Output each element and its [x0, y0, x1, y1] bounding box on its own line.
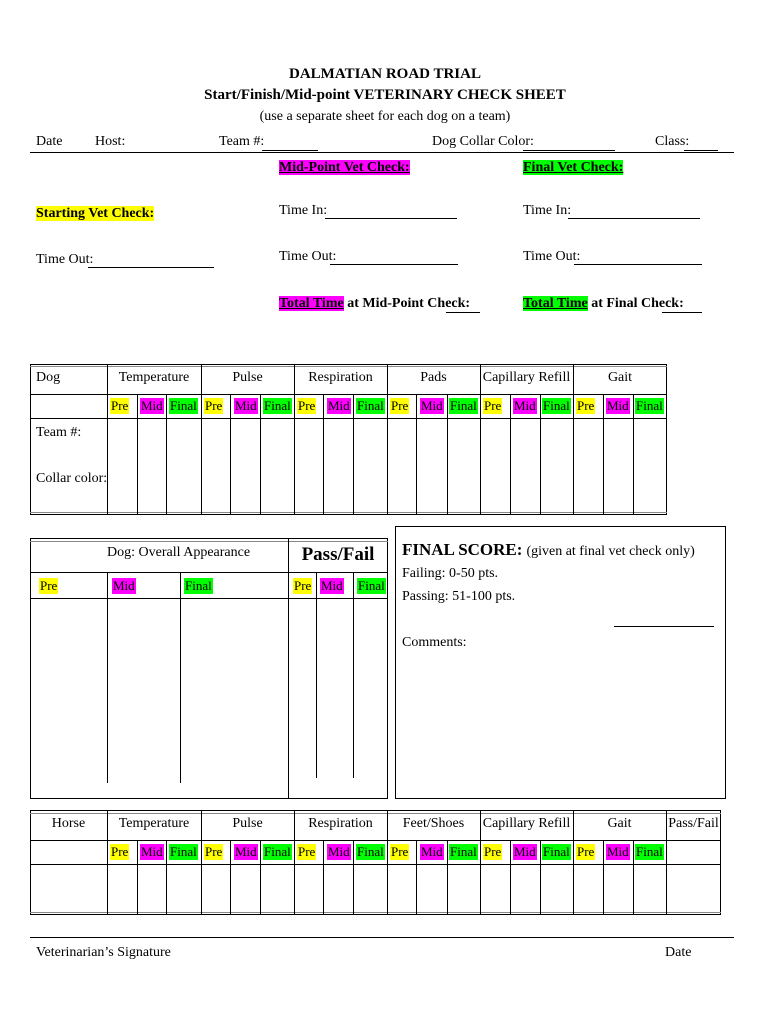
dog-team-label: Team #: — [36, 425, 82, 440]
horse-capillary-header: Capillary Refill — [482, 816, 571, 831]
horse-phase-2-mid-label: Mid — [328, 844, 350, 859]
dog-pads-header: Pads — [420, 370, 447, 385]
mid-time-in-label: Time In: — [279, 203, 328, 218]
horse-phase-4-mid-label: Mid — [514, 844, 536, 859]
date-label: Date — [36, 134, 63, 149]
horse-passfail-header: Pass/Fail — [668, 816, 719, 831]
dog-phase-5-mid-label: Mid — [607, 398, 629, 413]
class-label: Class: — [655, 134, 690, 149]
horse-respiration-header: Respiration — [308, 816, 373, 831]
dog-phase-1-final-label: Final — [264, 398, 291, 413]
horse-phase-5-mid-label: Mid — [607, 844, 629, 859]
mid-time-out-label: Time Out: — [279, 249, 337, 264]
passfail-mid-label: Mid — [321, 578, 343, 593]
mid-total-time: Total Time at Mid-Point Check: — [279, 296, 471, 311]
mid-check-title: Mid-Point Vet Check: — [279, 160, 410, 175]
form-title: DALMATIAN ROAD TRIAL — [289, 66, 481, 82]
dog-phase-3-final-label: Final — [450, 398, 477, 413]
dog-phase-5-pre-label: Pre — [577, 398, 595, 413]
passfail-final-label: Final — [358, 578, 385, 593]
dog-phase-4-pre-label: Pre — [484, 398, 502, 413]
dog-phase-4-final-label: Final — [543, 398, 570, 413]
horse-pulse-header: Pulse — [232, 816, 263, 831]
dog-temperature-header: Temperature — [118, 370, 190, 385]
dog-phase-0-pre-label: Pre — [111, 398, 129, 413]
comments-label: Comments: — [402, 635, 467, 650]
dog-phase-0-mid-label: Mid — [141, 398, 163, 413]
dog-col-header: Dog — [36, 370, 61, 385]
team-label: Team #: — [219, 134, 265, 149]
dog-phase-2-final-label: Final — [357, 398, 384, 413]
veterinarian-signature-label: Veterinarian’s Signature — [36, 945, 171, 960]
dog-capillary-header: Capillary Refill — [482, 370, 571, 385]
dog-phase-2-mid-label: Mid — [328, 398, 350, 413]
dog-phase-3-pre-label: Pre — [391, 398, 409, 413]
final-time-in-label: Time In: — [523, 203, 572, 218]
form-note: (use a separate sheet for each dog on a team) — [259, 109, 511, 124]
form-subtitle: Start/Finish/Mid-point VETERINARY CHECK SHEET — [204, 87, 566, 103]
overall-appearance-header: Dog: Overall Appearance — [107, 545, 251, 560]
horse-phase-0-mid-label: Mid — [141, 844, 163, 859]
horse-phase-4-pre-label: Pre — [484, 844, 502, 859]
dog-phase-4-mid-label: Mid — [514, 398, 536, 413]
dog-phase-5-final-label: Final — [636, 398, 663, 413]
start-time-out-label: Time Out: — [36, 252, 94, 267]
horse-phase-2-pre-label: Pre — [298, 844, 316, 859]
dog-gait-header: Gait — [607, 370, 633, 385]
starting-check-title: Starting Vet Check: — [36, 206, 155, 221]
final-score-heading: FINAL SCORE: (given at final vet check only) — [402, 540, 695, 559]
horse-phase-3-pre-label: Pre — [391, 844, 409, 859]
dog-phase-3-mid-label: Mid — [421, 398, 443, 413]
pass-fail-header: Pass/Fail — [301, 544, 375, 565]
passfail-pre-label: Pre — [294, 578, 312, 593]
horse-phase-5-pre-label: Pre — [577, 844, 595, 859]
host-label: Host: — [95, 134, 126, 149]
horse-phase-0-final-label: Final — [170, 844, 197, 859]
horse-phase-2-final-label: Final — [357, 844, 384, 859]
horse-gait-header: Gait — [607, 816, 632, 831]
dog-phase-1-pre-label: Pre — [205, 398, 223, 413]
horse-feet-header: Feet/Shoes — [402, 816, 465, 831]
horse-phase-5-final-label: Final — [636, 844, 663, 859]
failing-range: Failing: 0-50 pts. — [402, 566, 499, 581]
final-total-time: Total Time at Final Check: — [523, 296, 684, 311]
horse-phase-1-pre-label: Pre — [205, 844, 223, 859]
passing-range: Passing: 51-100 pts. — [402, 589, 516, 604]
horse-col-header: Horse — [51, 816, 86, 831]
dog-collar-color-label: Collar color: — [36, 471, 108, 486]
horse-phase-0-pre-label: Pre — [111, 844, 129, 859]
dog-pulse-header: Pulse — [232, 370, 263, 385]
horse-phase-3-mid-label: Mid — [421, 844, 443, 859]
horse-phase-3-final-label: Final — [450, 844, 477, 859]
dog-phase-0-final-label: Final — [170, 398, 197, 413]
dog-respiration-header: Respiration — [308, 370, 373, 385]
appearance-mid-label: Mid — [113, 578, 135, 593]
dog-collar-label: Dog Collar Color: — [432, 134, 534, 149]
horse-phase-1-mid-label: Mid — [235, 844, 257, 859]
dog-phase-2-pre-label: Pre — [298, 398, 316, 413]
appearance-pre-label: Pre — [40, 578, 58, 593]
appearance-final-label: Final — [185, 578, 212, 593]
dog-phase-1-mid-label: Mid — [235, 398, 257, 413]
final-time-out-label: Time Out: — [523, 249, 581, 264]
horse-phase-4-final-label: Final — [543, 844, 570, 859]
horse-temperature-header: Temperature — [118, 816, 190, 831]
final-check-title: Final Vet Check: — [523, 160, 624, 175]
horse-phase-1-final-label: Final — [264, 844, 291, 859]
signature-date-label: Date — [665, 945, 692, 960]
